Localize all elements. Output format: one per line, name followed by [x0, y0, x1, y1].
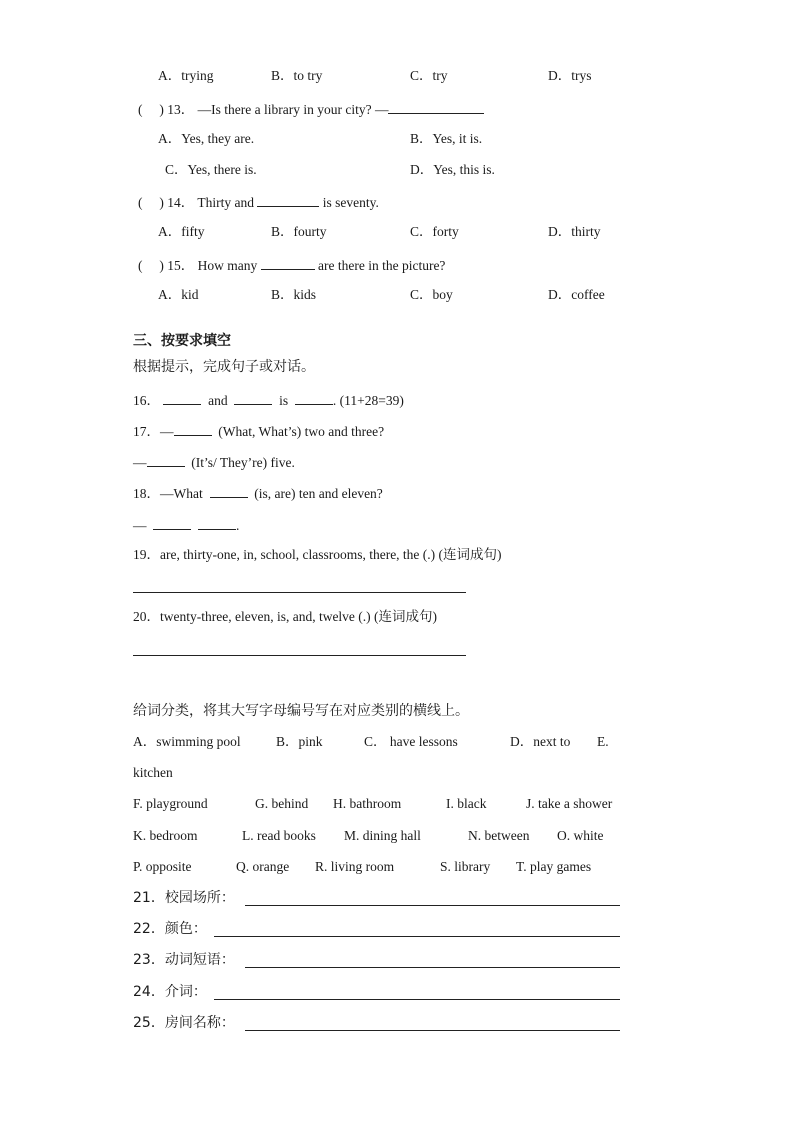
question-number: 17．: [133, 424, 160, 439]
word-f: F. playground: [133, 796, 208, 811]
word-j: J. take a shower: [526, 796, 613, 811]
hint: . (11+28=39): [332, 393, 404, 408]
word-o: O. white: [557, 828, 604, 843]
lead: —What: [160, 486, 203, 501]
word-s: S. library: [440, 859, 491, 874]
answer-paren: ( ): [138, 102, 164, 117]
q13-option-a: A．Yes, they are.: [158, 131, 255, 146]
question-number: 16．: [133, 393, 160, 408]
word-k: K. bedroom: [133, 828, 198, 843]
q14-option-a: A．fifty: [158, 224, 205, 239]
question-text-pre: How many: [197, 258, 258, 273]
q12-option-d: D．trys: [548, 68, 592, 83]
word-n: N. between: [468, 828, 530, 843]
classify-instruction: 给词分类，将其大写字母编号写在对应类别的横线上。: [133, 703, 469, 719]
hint: (is, are) ten and eleven?: [254, 486, 383, 501]
q14-option-b: B．fourty: [271, 224, 327, 239]
answer-blank[interactable]: [257, 192, 319, 207]
answer-paren: ( ): [138, 195, 164, 210]
category-prepositions: [133, 983, 207, 1001]
question-text-post: is seventy.: [322, 195, 379, 210]
q12-option-c: C．try: [410, 68, 448, 83]
category-label: 颜色：: [164, 921, 207, 937]
q14-question: [138, 192, 379, 212]
q19-answer-line[interactable]: [133, 592, 466, 593]
word-g: G. behind: [255, 796, 309, 811]
question-number: 18．: [133, 486, 160, 501]
question-number: 14．: [167, 195, 195, 210]
category-prepositions-line[interactable]: [214, 999, 620, 1000]
q13-option-d: D．Yes, this is.: [410, 162, 495, 177]
word-i: I. black: [446, 796, 487, 811]
answer-blank[interactable]: [147, 452, 185, 467]
q13-question: [138, 99, 484, 119]
question-number: 24．: [133, 984, 165, 1000]
category-label: 房间名称：: [164, 1015, 235, 1031]
category-verb-phrases: [133, 951, 235, 969]
q18-line2: [133, 515, 239, 535]
answer-blank[interactable]: [261, 255, 315, 270]
category-label: 介词：: [164, 984, 207, 1000]
category-label: 动词短语：: [164, 952, 235, 968]
category-colors: [133, 920, 207, 938]
word-p: P. opposite: [133, 859, 192, 874]
word-q: Q. orange: [236, 859, 290, 874]
category-campus: [133, 889, 235, 907]
q16: [133, 390, 404, 410]
q15-question: [138, 255, 445, 275]
category-campus-line[interactable]: [245, 905, 620, 906]
dash: —: [133, 518, 147, 533]
category-label: 校园场所：: [164, 890, 235, 906]
answer-blank[interactable]: [210, 483, 248, 498]
word-b: B．pink: [276, 734, 323, 749]
q12-option-a: A．trying: [158, 68, 214, 83]
q13-option-b: B．Yes, it is.: [410, 131, 483, 146]
question-text: —Is there a library in your city? —: [197, 102, 389, 117]
word-l: L. read books: [242, 828, 316, 843]
question-number: 15．: [167, 258, 195, 273]
q19: [133, 546, 502, 564]
period: .: [236, 518, 240, 533]
question-number: 22．: [133, 921, 165, 937]
q18-line1: [133, 483, 383, 503]
category-colors-line[interactable]: [214, 936, 620, 937]
section-instruction: 根据提示，完成句子或对话。: [133, 359, 315, 375]
hint: (What, What’s) two and three?: [218, 424, 385, 439]
question-number: 23．: [133, 952, 165, 968]
q14-option-c: C．forty: [410, 224, 459, 239]
category-verb-phrases-line[interactable]: [245, 967, 620, 968]
q14-option-d: D．thirty: [548, 224, 601, 239]
answer-blank[interactable]: [198, 515, 236, 530]
q15-option-a: A．kid: [158, 287, 199, 302]
question-text: are, thirty-one, in, school, classrooms, there, the (.) (连词成句): [160, 547, 502, 562]
question-number: 20．: [133, 609, 160, 624]
answer-paren: ( ): [138, 258, 164, 273]
word-r: R. living room: [315, 859, 395, 874]
answer-blank[interactable]: [163, 390, 201, 405]
answer-blank[interactable]: [388, 99, 484, 114]
q17-line2: [133, 452, 295, 472]
word-e-wrap: kitchen: [133, 765, 173, 780]
word-d: D．next to: [510, 734, 571, 749]
q20-answer-line[interactable]: [133, 655, 466, 656]
question-number: 13．: [167, 102, 195, 117]
question-number: 21．: [133, 890, 165, 906]
hint: (It’s/ They’re) five.: [191, 455, 295, 470]
word-and: and: [208, 393, 228, 408]
word-h: H. bathroom: [333, 796, 402, 811]
word-is: is: [279, 393, 289, 408]
answer-blank[interactable]: [295, 390, 333, 405]
answer-blank[interactable]: [174, 421, 212, 436]
answer-blank[interactable]: [153, 515, 191, 530]
question-text: twenty-three, eleven, is, and, twelve (.) (连词成句): [160, 609, 438, 624]
question-text-pre: Thirty and: [197, 195, 255, 210]
category-rooms: [133, 1014, 235, 1032]
question-number: 25．: [133, 1015, 165, 1031]
answer-blank[interactable]: [234, 390, 272, 405]
dash: —: [133, 455, 147, 470]
word-a: A．swimming pool: [133, 734, 241, 749]
dash: —: [160, 424, 174, 439]
category-rooms-line[interactable]: [245, 1030, 620, 1031]
q15-option-c: C．boy: [410, 287, 453, 302]
question-number: 19．: [133, 547, 160, 562]
question-text-post: are there in the picture?: [318, 258, 446, 273]
q15-option-b: B．kids: [271, 287, 317, 302]
section-title: 三、按要求填空: [133, 333, 231, 349]
word-c: C． have lessons: [364, 734, 458, 749]
q20: [133, 608, 437, 626]
word-m: M. dining hall: [344, 828, 421, 843]
word-t: T. play games: [516, 859, 592, 874]
word-e: E.: [597, 734, 609, 749]
q13-option-c: C．Yes, there is.: [165, 162, 257, 177]
q17-line1: [133, 421, 384, 441]
q15-option-d: D．coffee: [548, 287, 605, 302]
q12-option-b: B．to try: [271, 68, 323, 83]
